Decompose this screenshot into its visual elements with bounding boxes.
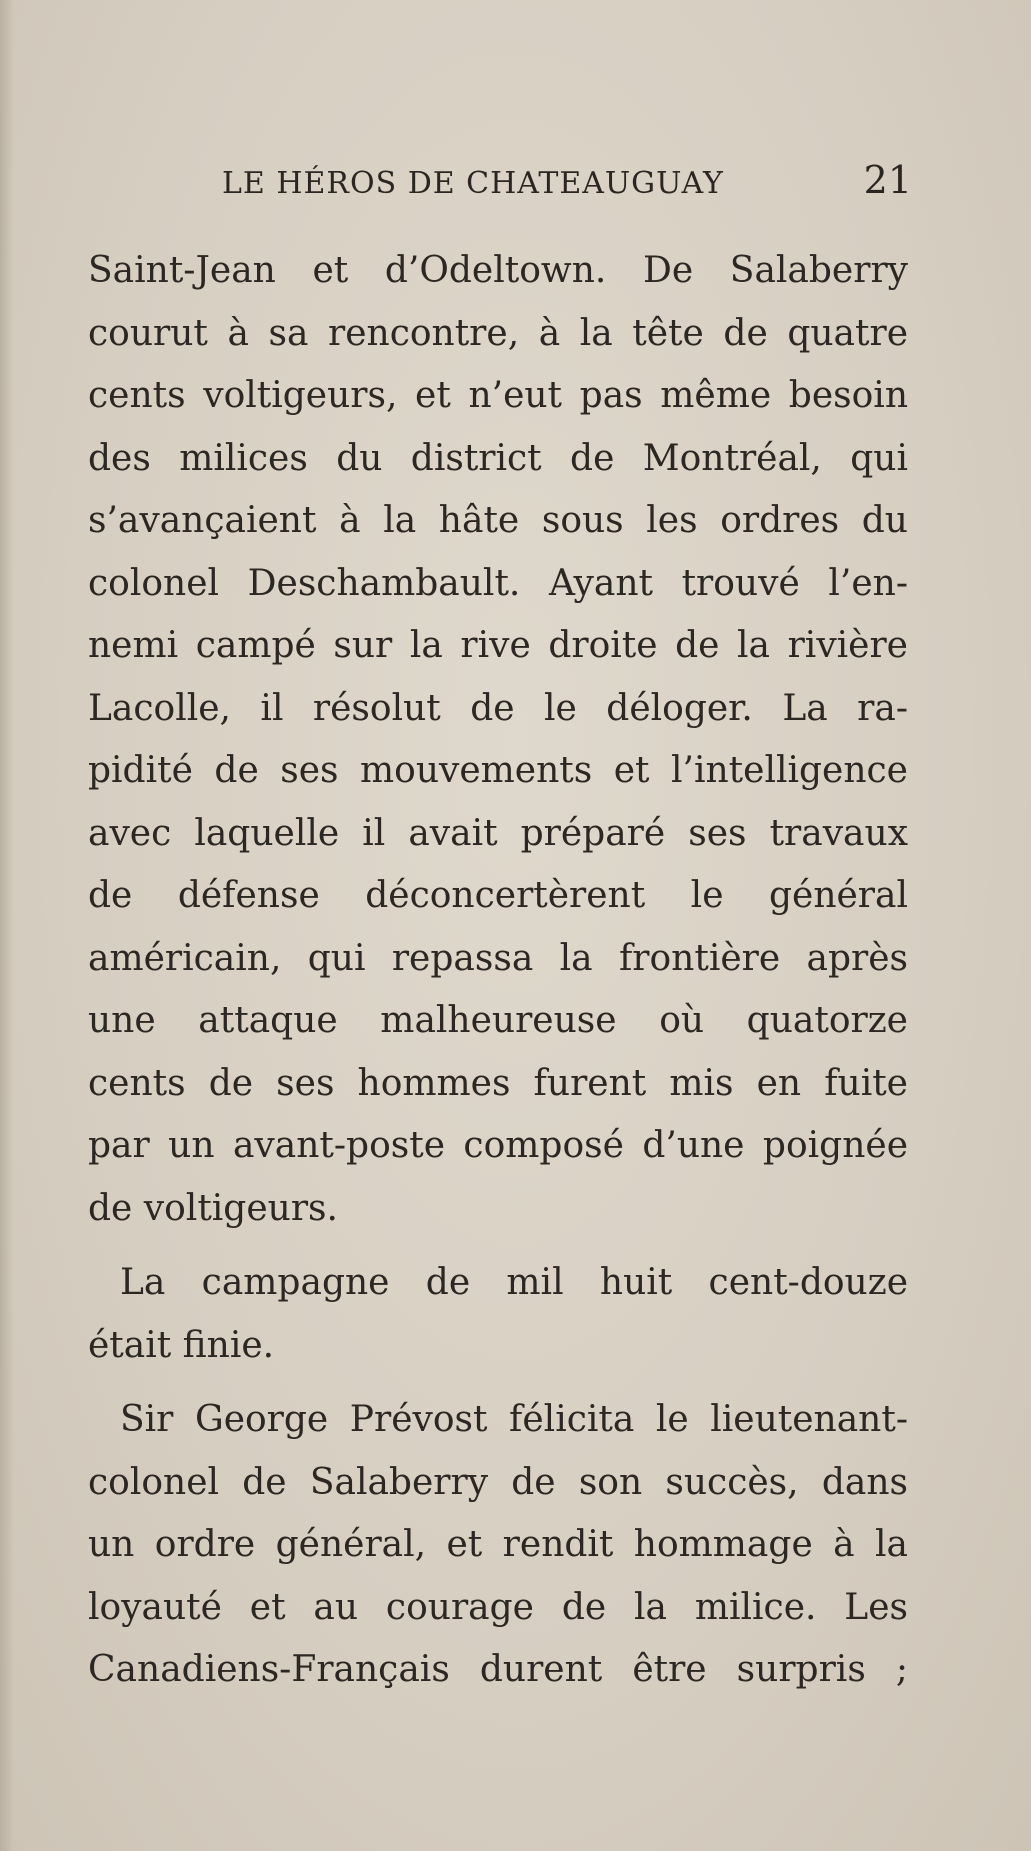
text-line: s’avançaient à la hâte sous les ordres du <box>88 500 908 541</box>
text-line: américain, qui repassa la frontière après <box>88 937 908 979</box>
page-number: 21 <box>863 158 912 202</box>
text-line: colonel Deschambault. Ayant trouvé l’en- <box>88 562 908 604</box>
text-line: pidité de ses mouvements et l’intelligence <box>88 750 908 791</box>
paragraph-3 <box>88 1389 908 1702</box>
text-line: des milices du district de Montréal, qui <box>88 437 908 479</box>
text-line: avec laquelle il avait préparé ses travaux <box>88 812 908 854</box>
body-text <box>88 240 908 1702</box>
text-line: cents voltigeurs, et n’eut pas même besoin <box>88 375 908 416</box>
text-line: de voltigeurs. <box>88 1187 338 1229</box>
text-line: cents de ses hommes furent mis en fuite <box>88 1062 908 1104</box>
text-line: un ordre général, et rendit hommage à la <box>88 1524 908 1565</box>
running-title: LE HÉROS DE CHATEAUGUAY <box>222 166 724 201</box>
paragraph-1 <box>88 240 908 1240</box>
text-line: par un avant-poste composé d’une poignée <box>88 1125 908 1166</box>
text-line: colonel de Salaberry de son succès, dans <box>88 1461 908 1503</box>
running-head <box>222 158 912 208</box>
text-line: une attaque malheureuse où quatorze <box>88 1000 908 1041</box>
text-line: de défense déconcertèrent le général <box>88 875 908 916</box>
text-line: Saint-Jean et d’Odeltown. De Salaberry <box>88 250 908 291</box>
text-line: Lacolle, il résolut de le déloger. La ra- <box>88 687 908 729</box>
text-line: Sir George Prévost félicita le lieutenant- <box>120 1399 908 1440</box>
text-line: courut à sa rencontre, à la tête de quatre <box>88 312 908 354</box>
text-line: Canadiens-Français durent être surpris ; <box>88 1649 908 1690</box>
paragraph-2 <box>88 1252 908 1377</box>
text-line: était finie. <box>88 1324 275 1366</box>
text-line: loyauté et au courage de la milice. Les <box>88 1586 908 1628</box>
text-line: nemi campé sur la rive droite de la rivière <box>88 625 908 666</box>
text-line: La campagne de mil huit cent-douze <box>120 1262 908 1303</box>
